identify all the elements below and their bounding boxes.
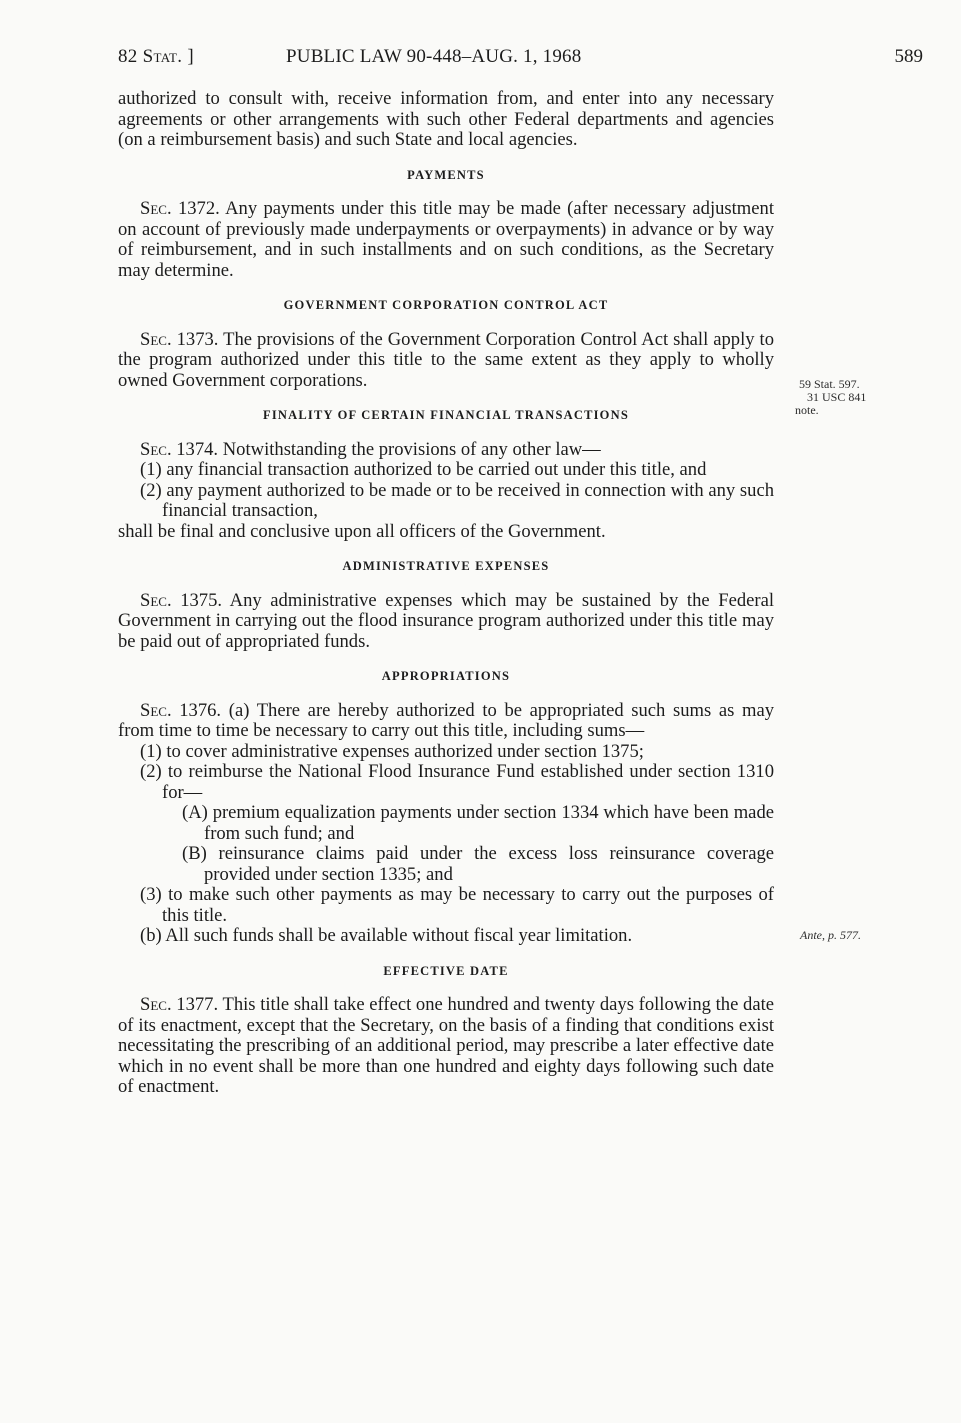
section-text: Notwithstanding the provisions of any other law—	[222, 438, 601, 460]
section-label: Sec. 1377.	[140, 994, 219, 1015]
section-1376	[118, 701, 774, 742]
section-text: Any administrative expenses which may be sustained by the Federal Government in carrying out the flood insurance program authorized under this title may be paid out of appropriated funds.	[118, 589, 774, 652]
header-citation	[118, 46, 194, 68]
heading-effective-date: EFFECTIVE DATE	[383, 963, 509, 978]
section-1374-closing: shall be final and conclusive upon all officers of the Government.	[118, 520, 606, 542]
intro-paragraph: authorized to consult with, receive information from, and enter into any necessary agreements or other arrangements with such other Federal departments and agencies (on a reimbursement basis) and such State and local agencies.	[118, 88, 774, 150]
section-label: Sec. 1372.	[140, 198, 220, 219]
section-1374-item-2: (2) any payment authorized to be made or to be received in connection with any such financial transaction,	[140, 479, 774, 521]
running-header	[118, 46, 923, 76]
section-label: Sec. 1376.	[140, 699, 222, 721]
section-1376-item-2: (2) to reimburse the National Flood Insurance Fund established under section 1310 for—	[140, 761, 774, 803]
heading-payments: PAYMENTS	[407, 167, 485, 182]
section-1372	[118, 199, 774, 281]
heading-finality: FINALITY OF CERTAIN FINANCIAL TRANSACTIONS	[263, 408, 629, 422]
section-text: Any payments under this title may be made (after necessary adjustment on account of previously made underpayments or overpayments) in advance or by way of reimbursement, and in such installments and on such conditions, as the Secretary may determine.	[118, 198, 774, 281]
header-bracket: ]	[187, 46, 194, 67]
heading-admin-expenses: ADMINISTRATIVE EXPENSES	[342, 559, 550, 573]
heading-gov-corp-control-act: GOVERNMENT CORPORATION CONTROL ACT	[283, 298, 609, 312]
header-volume: 82	[118, 46, 138, 67]
header-stat: Stat.	[142, 46, 183, 67]
margin-note-ante	[800, 929, 861, 942]
section-label: Sec. 1373.	[140, 328, 219, 350]
body-text	[118, 89, 774, 1098]
section-1374	[118, 440, 774, 461]
section-1376-item-1: (1) to cover administrative expenses authorized under section 1375;	[140, 740, 644, 762]
section-label: Sec. 1375.	[140, 589, 223, 611]
section-1377	[118, 995, 774, 1098]
margin-note-line: 31 USC 841	[807, 390, 867, 404]
header-title: PUBLIC LAW 90-448–AUG. 1, 1968	[286, 46, 582, 67]
margin-note-line: note.	[795, 403, 819, 417]
page-number: 589	[894, 46, 923, 67]
section-1376-item-b: (B) reinsurance claims paid under the excess loss reinsurance coverage provided under section 1335; and	[182, 843, 774, 885]
section-1376-item-3: (3) to make such other payments as may be necessary to carry out the purposes of this title.	[140, 884, 774, 926]
section-text: The provisions of the Government Corporation Control Act shall apply to the program authorized under this title to the same extent as they apply to wholly owned Government corporations.	[118, 328, 774, 391]
section-1376-item-a: (A) premium equalization payments under section 1334 which have been made from such fund; and	[182, 802, 774, 844]
section-1374-item-1: (1) any financial transaction authorized to be carried out under this title, and	[140, 459, 707, 480]
section-1373	[118, 330, 774, 392]
section-label: Sec. 1374.	[140, 438, 219, 460]
margin-note-line: Ante, p. 577.	[800, 928, 861, 942]
margin-note-citation	[795, 378, 866, 417]
section-1376-subsection-b: (b) All such funds shall be available without fiscal year limitation.	[140, 925, 633, 946]
heading-appropriations: APPROPRIATIONS	[381, 669, 511, 683]
section-1375	[118, 591, 774, 653]
section-text: (a) There are hereby authorized to be appropriated such sums as may from time to time be necessary to carry out this title, including sums—	[118, 699, 775, 741]
section-text: This title shall take effect one hundred and twenty days following the date of its enactment, except that the Secretary, on the basis of a finding that conditions exist necessitating the prescribing of an additional period, may prescribe a later effective date which in no event shall be more than one hundred and eighty days following such date of enactment.	[118, 994, 774, 1097]
margin-note-line: 59 Stat. 597.	[799, 377, 860, 391]
